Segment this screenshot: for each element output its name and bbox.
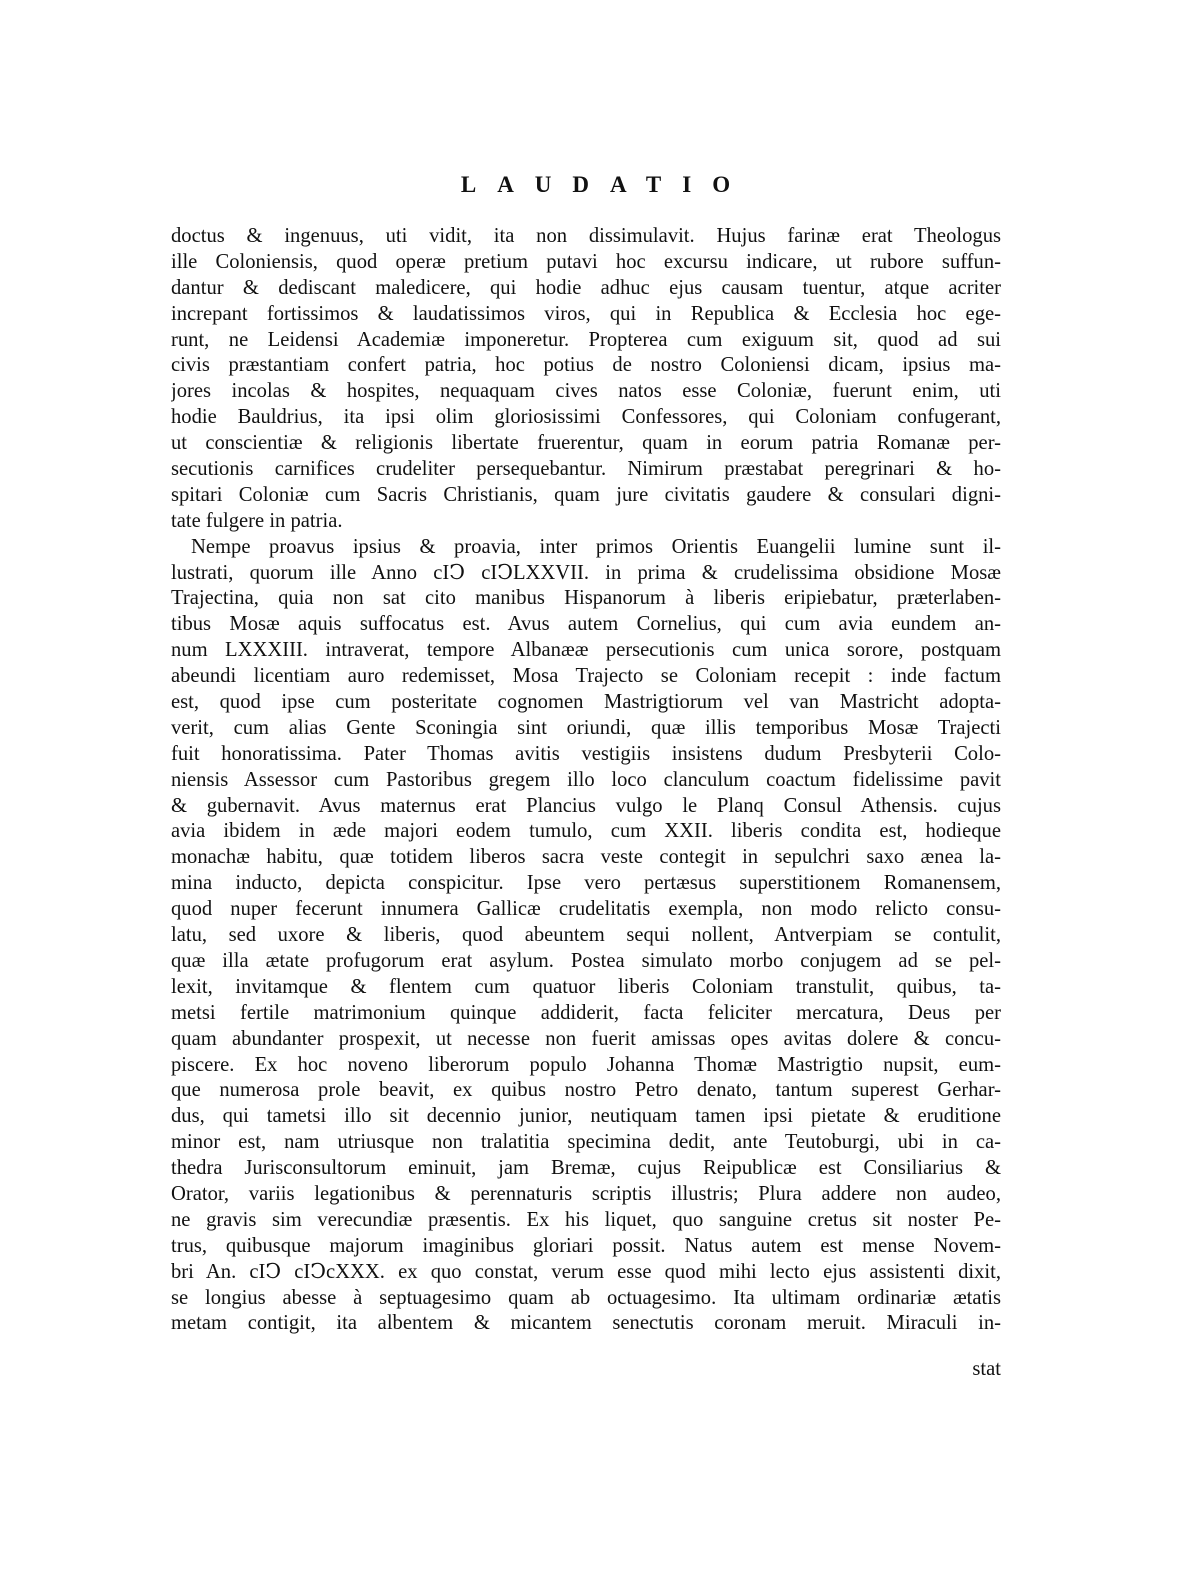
text-line: latu, sed uxore & liberis, quod abeuntem sequi nollent, Antverpiam se contulit,: [171, 924, 1001, 947]
text-line: ne gravis sim verecundiæ præsentis. Ex his liquet, quo sanguine cretus sit noster Pe-: [171, 1208, 1001, 1231]
text-line: mina inducto, depicta conspicitur. Ipse vero pertæsus superstitionem Romanensem,: [171, 872, 1001, 895]
text-line: tibus Mosæ aquis suffocatus est. Avus autem Cornelius, qui cum avia eundem an-: [171, 613, 1001, 636]
text-line: ille Coloniensis, quod operæ pretium putavi hoc excursu indicare, ut rubore suffun-: [171, 250, 1001, 273]
text-line: hodie Bauldrius, ita ipsi olim gloriosissimi Confessores, qui Coloniam confugerant,: [171, 406, 1001, 429]
text-line: bri An. cIↃ cIↃcXXX. ex quo constat, verum esse quod mihi lecto ejus assistenti dixit,: [171, 1260, 1001, 1283]
text-line: thedra Jurisconsultorum eminuit, jam Bremæ, cujus Reipublicæ est Consiliarius &: [171, 1157, 1001, 1180]
text-line: civis præstantiam confert patria, hoc potius de nostro Coloniensi dicam, ipsius ma-: [171, 354, 1001, 377]
text-line: trus, quibusque majorum imaginibus gloriari possit. Natus autem est mense Novem-: [171, 1234, 1001, 1257]
text-line: jores incolas & hospites, nequaquam cives natos esse Coloniæ, fuerunt enim, uti: [171, 380, 1001, 403]
text-line: fuit honoratissima. Pater Thomas avitis vestigiis insistens dudum Presbyterii Colo-: [171, 742, 1001, 765]
text-line: & gubernavit. Avus maternus erat Plancius vulgo le Planq Consul Athensis. cujus: [171, 794, 1001, 817]
text-line: avia ibidem in æde majori eodem tumulo, cum XXII. liberis condita est, hodieque: [171, 820, 1001, 843]
text-line: est, quod ipse cum posteritate cognomen Mastrigtiorum vel van Mastricht adopta-: [171, 691, 1001, 714]
text-line: lustrati, quorum ille Anno cIↃ cIↃLXXVII. in prima & crudelissima obsidione Mosæ: [171, 561, 1001, 584]
text-line: metsi fertile matrimonium quinque addiderit, facta feliciter mercatura, Deus per: [171, 1001, 1001, 1024]
text-line: verit, cum alias Gente Sconingia sint oriundi, quæ illis temporibus Mosæ Trajecti: [171, 716, 1001, 739]
text-line: Trajectina, quia non sat cito manibus Hispanorum à liberis eripiebatur, præterlaben-: [171, 587, 1001, 610]
text-line: ut conscientiæ & religionis libertate fruerentur, quam in eorum patria Romanæ per-: [171, 432, 1001, 455]
text-line: secutionis carnifices crudeliter persequebantur. Nimirum præstabat peregrinari & ho-: [171, 458, 1001, 481]
text-line: monachæ habitu, quæ totidem liberos sacra veste contegit in sepulchri saxo ænea la-: [171, 846, 1001, 869]
paragraph-2: [171, 535, 1001, 1338]
text-line: metam contigit, ita albentem & micantem senectutis coronam meruit. Miraculi in-: [171, 1312, 1001, 1335]
text-line: num LXXXIII. intraverat, tempore Albanææ persecutionis cum unica sorore, postquam: [171, 639, 1001, 662]
text-line: lexit, invitamque & flentem cum quatuor liberis Coloniam transtulit, quibus, ta-: [171, 975, 1001, 998]
text-line: que numerosa prole beavit, ex quibus nostro Petro denato, tantum superest Gerhar-: [171, 1079, 1001, 1102]
paragraph-1: [171, 224, 1001, 535]
text-line: tate fulgere in patria.: [171, 509, 343, 532]
text-line: runt, ne Leidensi Academiæ imponeretur. Propterea cum exiguum sit, quod ad sui: [171, 328, 1001, 351]
text-line: quam abundanter prospexit, ut necesse non fuerit amissas opes avitas dolere & concu-: [171, 1027, 1001, 1050]
text-line: piscere. Ex hoc noveno liberorum populo Johanna Thomæ Mastrigtio nupsit, eum-: [171, 1053, 1001, 1076]
text-line: spitari Coloniæ cum Sacris Christianis, quam jure civitatis gaudere & consulari digni-: [171, 483, 1001, 506]
catchword: stat: [972, 1358, 1001, 1380]
text-line: quod nuper fecerunt innumera Gallicæ crudelitatis exempla, non modo relicto consu-: [171, 898, 1001, 921]
text-line: se longius abesse à septuagesimo quam ab octuagesimo. Ita ultimam ordinariæ ætatis: [171, 1286, 1001, 1309]
text-line: doctus & ingenuus, uti vidit, ita non dissimulavit. Hujus farinæ erat Theologus: [171, 225, 1001, 247]
text-line: niensis Assessor cum Pastoribus gregem illo loco clanculum coactum fidelissime pavit: [171, 768, 1001, 791]
text-line: minor est, nam utriusque non tralatitia specimina dedit, ante Teutoburgi, ubi in ca-: [171, 1131, 1001, 1154]
text-line: increpant fortissimos & laudatissimos viros, qui in Republica & Ecclesia hoc ege-: [171, 302, 1001, 325]
running-head: LAUDATIO: [460, 172, 752, 197]
text-line: Orator, variis legationibus & perennaturis scriptis illustris; Plura addere non audeo,: [171, 1182, 1001, 1205]
text-line: dantur & dediscant maledicere, qui hodie adhuc ejus causam tuentur, atque acriter: [171, 276, 1001, 299]
text-line: quæ illa ætate profugorum erat asylum. Postea simulato morbo conjugem ad se pel-: [171, 949, 1001, 972]
text-line: dus, qui tametsi illo sit decennio junior, neutiquam tamen ipsi pietate & eruditione: [171, 1105, 1001, 1128]
text-line: Nempe proavus ipsius & proavia, inter primos Orientis Euangelii lumine sunt il-: [191, 535, 1001, 558]
body-text: [171, 224, 1001, 1337]
text-line: abeundi licentiam auro redemisset, Mosa Trajecto se Coloniam recepit : inde factum: [171, 665, 1001, 688]
